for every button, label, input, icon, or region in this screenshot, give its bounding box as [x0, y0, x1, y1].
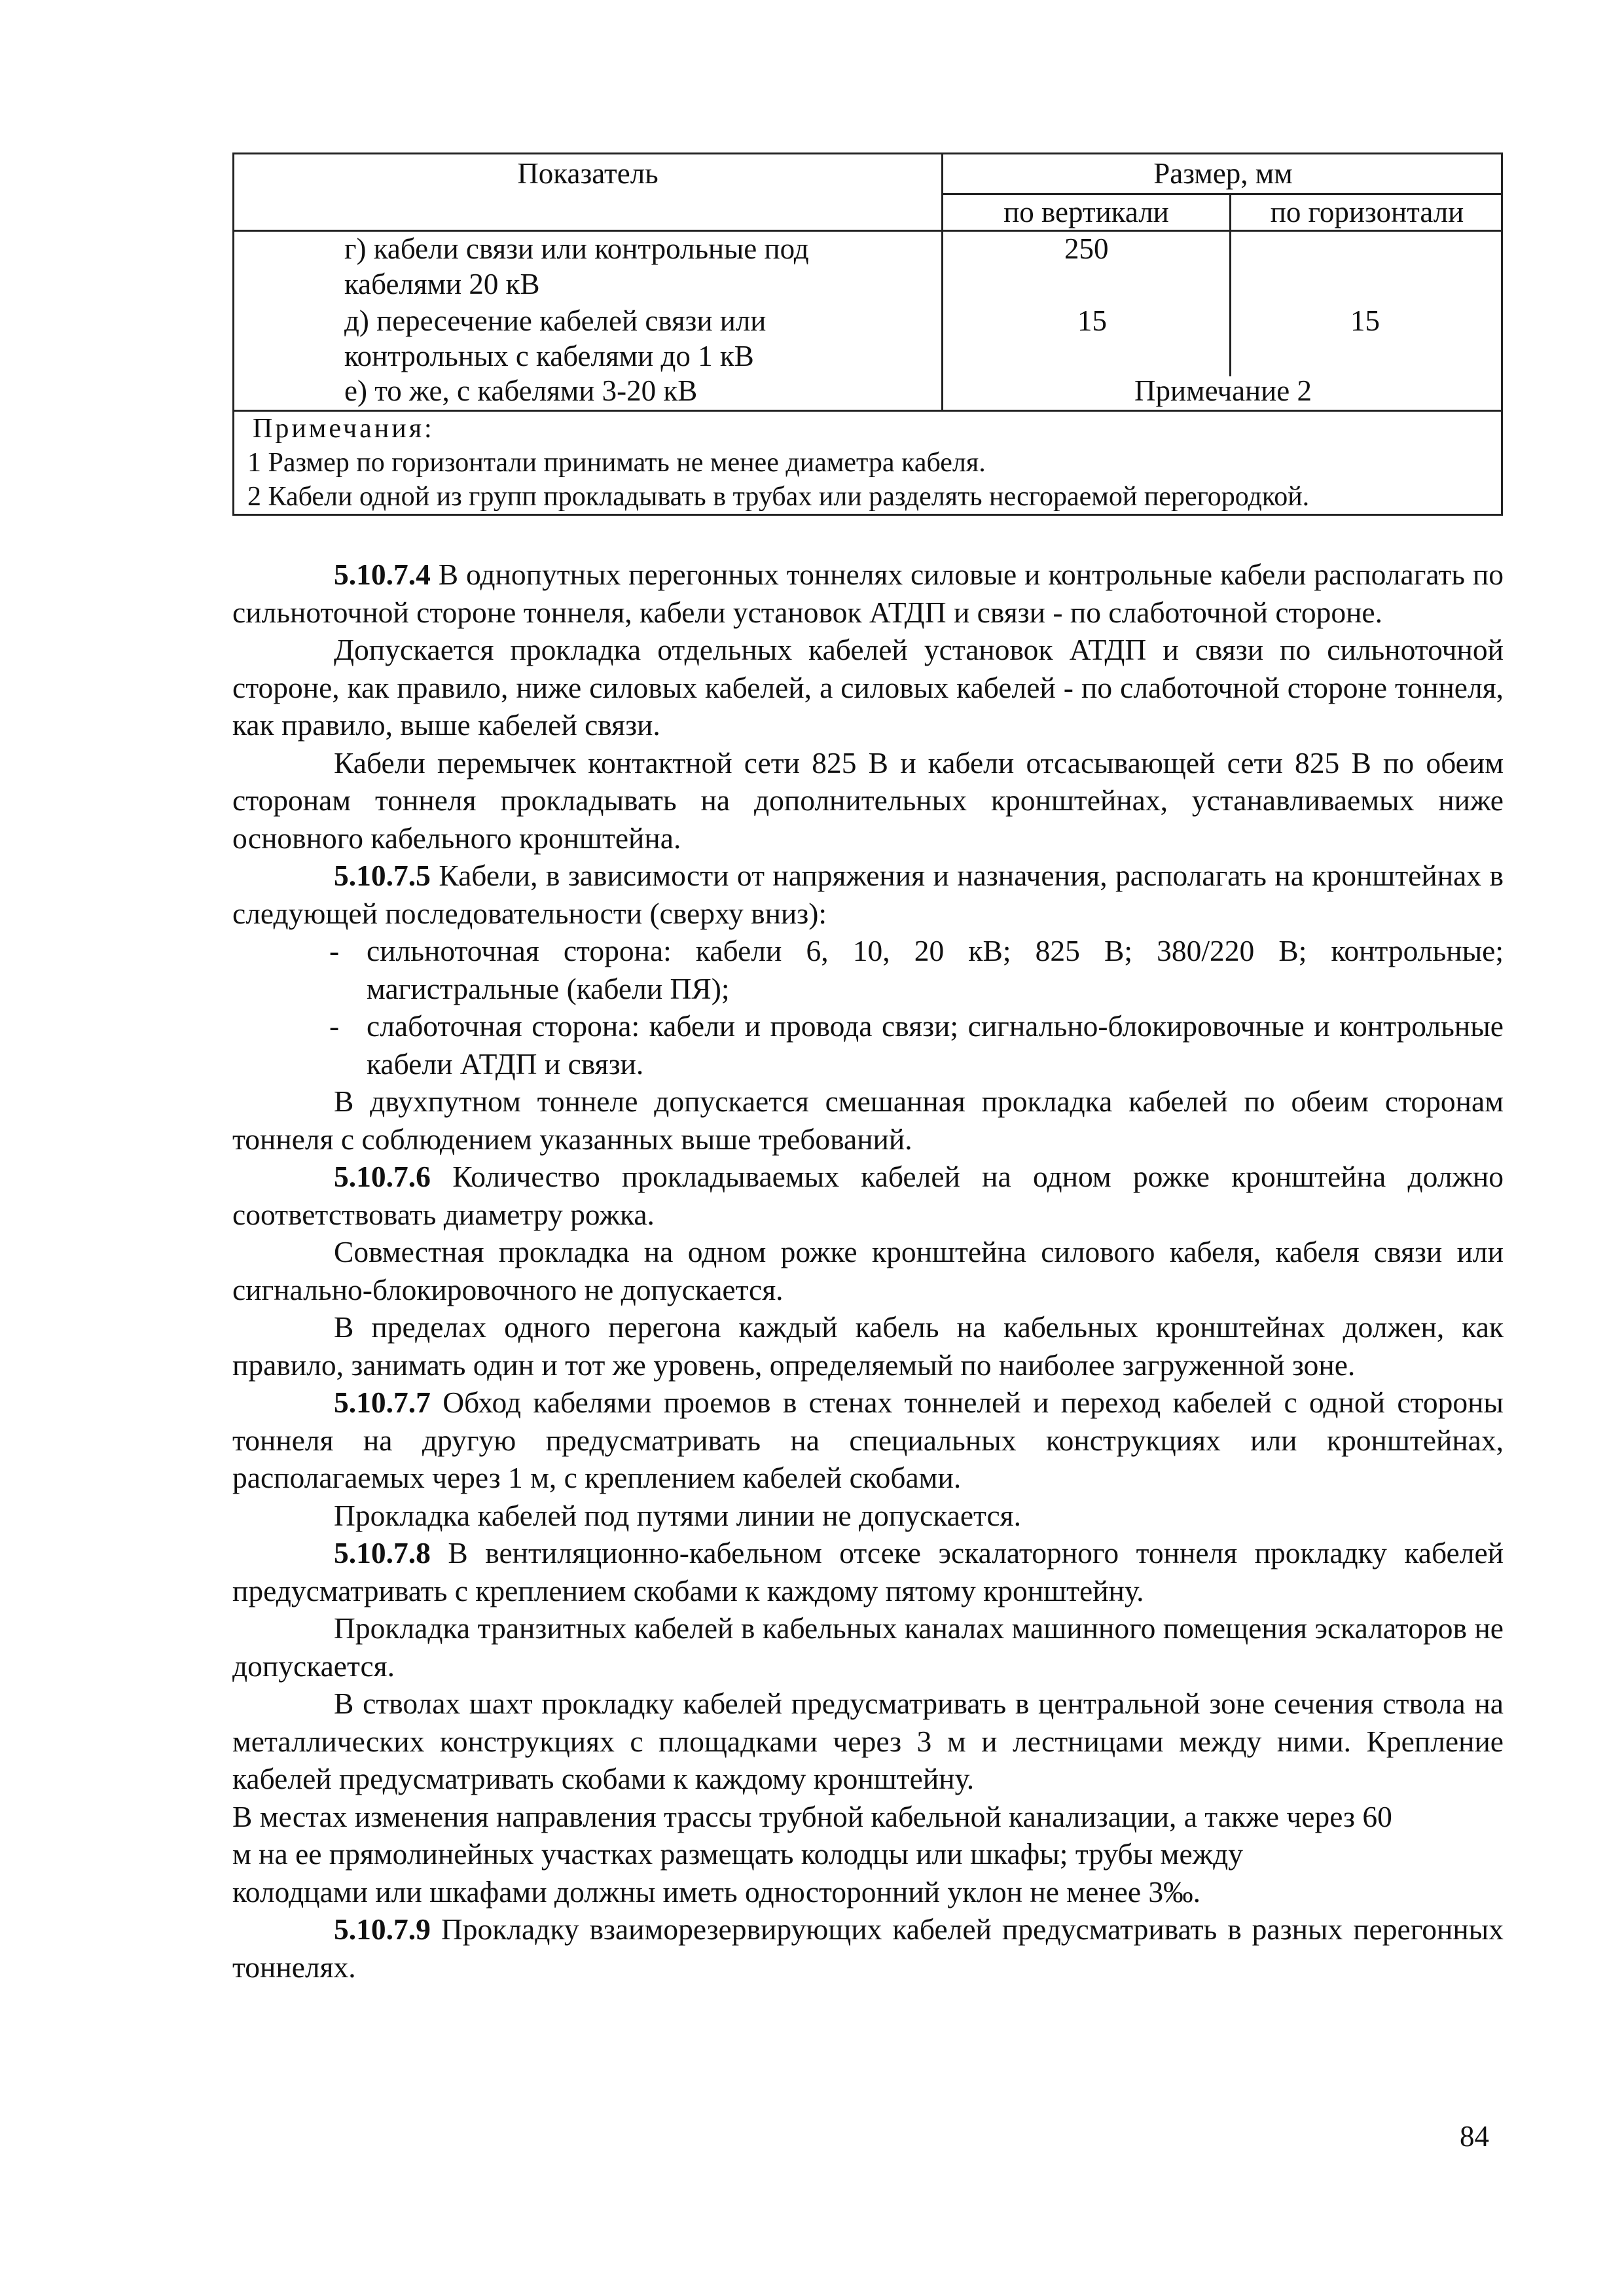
row-d-label-line1: д) пересечение кабелей связи или	[344, 304, 767, 337]
row-e-label: е) то же, с кабелями 3-20 кВ	[344, 374, 698, 407]
paragraph: Прокладка кабелей под путями линии не допускается.	[334, 1498, 1021, 1532]
header-vertical: по вертикали	[1003, 196, 1169, 228]
paragraph-line: м на ее прямолинейных участках размещать колодцы или шкафы; трубы между	[232, 1837, 1243, 1871]
paragraph-5-10-7-8	[232, 1534, 1504, 1609]
paragraph: В стволах шахт прокладку кабелей предусматривать в центральной зоне сечения ствола на металлических конструкциях с площадками через 3 м и лестницами между ними. Крепление кабелей предусматривать скобами к каждому кронштейну.	[232, 1687, 1504, 1795]
page-number: 84	[1460, 2120, 1489, 2153]
notes-title: Примечания:	[253, 414, 435, 444]
section-number: 5.10.7.7	[334, 1386, 431, 1419]
list-item-text: слаботочная сторона: кабели и провода связи; сигнально-блокировочные и контрольные кабели АТДП и связи.	[367, 1009, 1504, 1081]
paragraph: Прокладка транзитных кабелей в кабельных каналах машинного помещения эскалаторов не допускается.	[232, 1611, 1504, 1683]
paragraph-text: Кабели, в зависимости от напряжения и назначения, располагать на кронштейнах в следующей последовательности (сверху вниз):	[232, 859, 1504, 930]
paragraph-text: Количество прокладываемых кабелей на одном рожке кронштейна должно соответствовать диаметру рожка.	[232, 1160, 1504, 1231]
list-item-text: сильноточная сторона: кабели 6, 10, 20 кВ; 825 В; 380/220 В; контрольные; магистральные (кабели ПЯ);	[367, 934, 1504, 1005]
list-dash: -	[329, 934, 340, 967]
paragraph-text: Прокладку взаиморезервирующих кабелей предусматривать в разных перегонных тоннелях.	[232, 1912, 1504, 1984]
header-indicator: Показатель	[517, 157, 659, 190]
list-item	[232, 932, 1504, 1007]
paragraph-5-10-7-6	[232, 1158, 1504, 1233]
paragraph: Совместная прокладка на одном рожке кронштейна силового кабеля, кабеля связи или сигнально-блокировочного не допускается.	[232, 1235, 1504, 1306]
paragraph-5-10-7-5	[232, 857, 1504, 932]
section-number: 5.10.7.6	[334, 1160, 431, 1193]
list-item	[232, 1007, 1504, 1083]
row-d-vertical: 15	[1077, 304, 1107, 337]
header-size: Размер, мм	[1153, 157, 1293, 190]
section-number: 5.10.7.9	[334, 1912, 431, 1946]
note-2: 2 Кабели одной из групп прокладывать в трубах или разделять несгораемой перегородкой.	[247, 482, 1310, 512]
paragraph-5-10-7-9	[232, 1910, 1504, 1986]
paragraph: В двухпутном тоннеле допускается смешанная прокладка кабелей по обеим сторонам тоннеля с соблюдением указанных выше требований.	[232, 1085, 1504, 1156]
paragraph-5-10-7-4	[232, 556, 1504, 631]
cable-distance-table	[232, 152, 1503, 516]
paragraph-text: В вентиляционно-кабельном отсеке эскалаторного тоннеля прокладку кабелей предусматривать с креплением скобами к каждому пятому кронштейну.	[232, 1536, 1504, 1607]
paragraph: Допускается прокладка отдельных кабелей установок АТДП и связи по сильноточной стороне, как правило, ниже силовых кабелей, а силовых кабелей - по слаботочной стороне тоннеля, как правило, выше кабелей связи.	[232, 633, 1504, 742]
section-number: 5.10.7.4	[334, 558, 431, 591]
row-g-vertical: 250	[1064, 232, 1109, 265]
note-1: 1 Размер по горизонтали принимать не менее диаметра кабеля.	[247, 448, 986, 478]
paragraph: В пределах одного перегона каждый кабель на кабельных кронштейнах должен, как правило, занимать один и тот же уровень, определяемый по наиболее загруженной зоне.	[232, 1310, 1504, 1382]
paragraph-5-10-7-7	[232, 1384, 1504, 1497]
row-d-label-line2: контрольных с кабелями до 1 кВ	[344, 340, 754, 372]
notes-top-rule	[234, 410, 1503, 412]
section-number: 5.10.7.8	[334, 1536, 431, 1570]
paragraph-line: колодцами или шкафами должны иметь односторонний уклон не менее 3‰.	[232, 1874, 1201, 1909]
row-d-horizontal: 15	[1350, 304, 1380, 337]
body-text	[232, 556, 1504, 1986]
row-e-merged-value: Примечание 2	[1134, 374, 1312, 407]
paragraph-text: В однопутных перегонных тоннелях силовые и контрольные кабели располагать по сильноточной стороне тоннеля, кабели установок АТДП и связи - по слаботочной стороне.	[232, 558, 1504, 629]
paragraph-line: В местах изменения направления трассы трубной кабельной канализации, а также через 60	[232, 1799, 1392, 1833]
row-g-label-line2: кабелями 20 кВ	[344, 268, 540, 300]
paragraph: Кабели перемычек контактной сети 825 В и кабели отсасывающей сети 825 В по обеим сторонам тоннеля прокладывать на дополнительных кронштейнах, устанавливаемых ниже основного кабельного кронштейна.	[232, 745, 1504, 855]
section-number: 5.10.7.5	[334, 859, 431, 892]
list-dash: -	[329, 1009, 340, 1043]
row-g-label-line1: г) кабели связи или контрольные под	[344, 232, 809, 265]
paragraph-text: Обход кабелями проемов в стенах тоннелей и переход кабелей с одной стороны тоннеля на другую предусматривать на специальных конструкциях или кронштейнах, располагаемых через 1 м, с креплением кабелей скобами.	[232, 1386, 1504, 1494]
header-horizontal: по горизонтали	[1270, 196, 1464, 228]
